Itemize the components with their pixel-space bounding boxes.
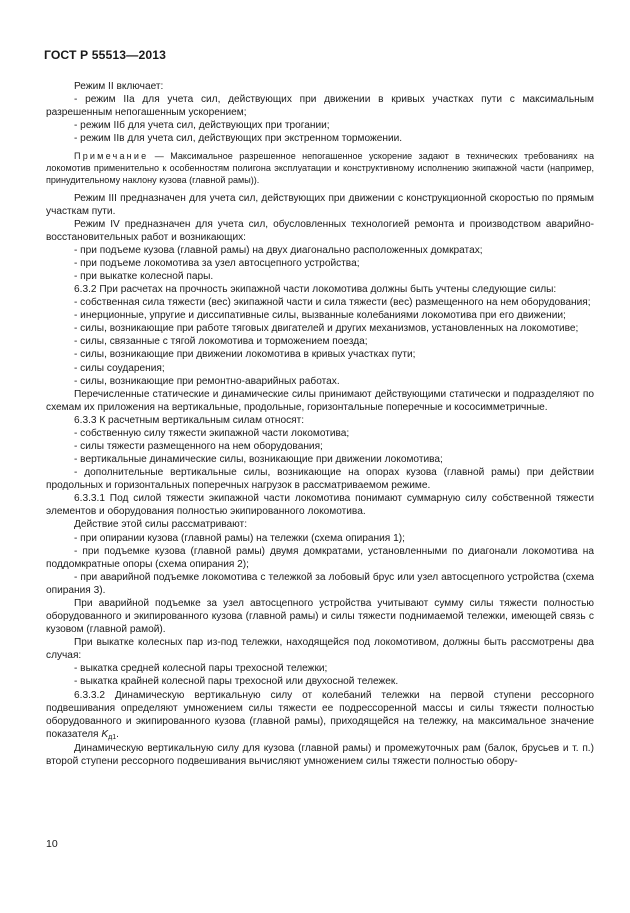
list-item: - режим IIб для учета сил, действующих при трогании; (74, 120, 330, 132)
list-item: - при подъеме кузова (главной рамы) на двух диагонально расположенных домкратах; (74, 244, 483, 256)
section-paragraph: 6.3.3 К расчетным вертикальным силам относят: (74, 414, 305, 426)
paragraph: При выкатке колесных пар из-под тележки, находящейся под локомотивом, должны быть рассмотрены два случая: (46, 637, 594, 662)
list-item: - при аварийной подъемке локомотива с тележкой за лобовый брус или узел автосцепного устройства (схема опирания 3). (46, 571, 594, 596)
note (46, 150, 594, 186)
list-item: - силы, возникающие при ремонтно-аварийных работах. (74, 375, 340, 387)
note-text: — Максимальное разрешенное непогашенное ускорение задают в технических требованиях на локомотив применительно к особенностям полигона эксплуатации и конструктивному исполнению экипажной части (например, принудительному наклону кузова (главной рамы)). (46, 151, 594, 186)
list-item: - вертикальные динамические силы, возникающие при движении локомотива; (74, 454, 443, 466)
formula-subscript: д1 (108, 733, 117, 741)
paragraph: Перечисленные статические и динамические силы принимают действующими статически и подразделяют по схемам их приложения на вертикальные, продольные, горизонтальные поперечные и кососимметричные. (46, 388, 594, 413)
page-number: 10 (46, 838, 58, 850)
paragraph: При аварийной подъемке за узел автосцепного устройства учитывают сумму силы тяжести полностью оборудованного и экипированного кузова (главной рамы) и силы тяжести поднимаемой тележки, имеющей связь с кузовом (главной рамой). (46, 597, 594, 636)
paragraph: Режим III предназначен для учета сил, действующих при движении с конструкционной скоростью по прямым участкам пути. (46, 192, 594, 217)
section-paragraph: 6.3.2 При расчетах на прочность экипажной части локомотива должны быть учтены следующие силы: (74, 284, 557, 296)
list-item: - при опирании кузова (главной рамы) на тележки (схема опирания 1); (74, 532, 405, 544)
list-item: - силы тяжести размещенного на нем оборудования; (74, 441, 323, 453)
list-item: - режим IIа для учета сил, действующих при движении в кривых участках пути с максимальным разрешенным непогашенным ускорением; (46, 94, 594, 119)
paragraph: Динамическую вертикальную силу для кузова (главной рамы) и промежуточных рам (балок, брусьев и т. п.) второй ступени рессорного подвешивания вычисляют умножением силы тяжести полностью обору- (46, 742, 594, 767)
formula-symbol: K (101, 728, 109, 740)
list-item: - выкатка средней колесной пары трехосной тележки; (74, 663, 328, 675)
list-item: - силы, возникающие при движении локомотива в кривых участках пути; (74, 349, 416, 361)
document-body (46, 80, 594, 768)
list-item: - собственную силу тяжести экипажной части локомотива; (74, 427, 350, 439)
note-label: Примечание (74, 151, 149, 162)
list-item: - при выкатке колесной пары. (74, 271, 214, 282)
paragraph-text: 6.3.3.2 Динамическую вертикальную силу от колебаний тележки на первой ступени рессорного подвешивания определяют умножением силы тяжести ее подрессоренной массы и силы тяжести полностью оборудованного и экипированного кузова (главной рамы), приходящейся на тележку, на максимальное значение показателя (46, 689, 594, 740)
list-item: - силы соударения; (74, 362, 165, 374)
list-item: - при подъемке кузова (главной рамы) двумя домкратами, установленными по диагонали локомотива на поддомкратные опоры (схема опирания 2); (46, 545, 594, 570)
list-item: - режим IIв для учета сил, действующих при экстренном торможении. (74, 133, 403, 145)
list-item: - выкатка крайней колесной пары трехосной или двухосной тележек. (74, 676, 399, 688)
list-item: - силы, возникающие при работе тяговых двигателей и других механизмов, установленных на локомотиве; (74, 323, 579, 335)
paragraph-end: . (116, 728, 119, 740)
list-item: - собственная сила тяжести (вес) экипажной части и сила тяжести (вес) размещенного на нем оборудования; (74, 297, 591, 309)
paragraph: Действие этой силы рассматривают: (74, 519, 248, 531)
section-paragraph: 6.3.3.1 Под силой тяжести экипажной части локомотива понимают суммарную силу собственной тяжести элементов и оборудования полностью экипированного локомотива. (46, 493, 594, 518)
document-header: ГОСТ Р 55513—2013 (44, 48, 166, 62)
list-item: - силы, связанные с тягой локомотива и торможением поезда; (74, 336, 368, 348)
section-paragraph (46, 689, 594, 742)
list-item: - дополнительные вертикальные силы, возникающие на опорах кузова (главной рамы) при действии продольных и горизонтальных поперечных нагрузок в рассматриваемом режиме. (46, 467, 594, 492)
list-item: - при подъеме локомотива за узел автосцепного устройства; (74, 257, 360, 269)
paragraph: Режим II включает: (74, 81, 164, 92)
list-item: - инерционные, упругие и диссипативные силы, вызванные колебаниями локомотива при его движении; (74, 310, 566, 322)
paragraph: Режим IV предназначен для учета сил, обусловленных технологией ремонта и производством аварийно-восстановительных работ и возникающих: (46, 218, 594, 243)
